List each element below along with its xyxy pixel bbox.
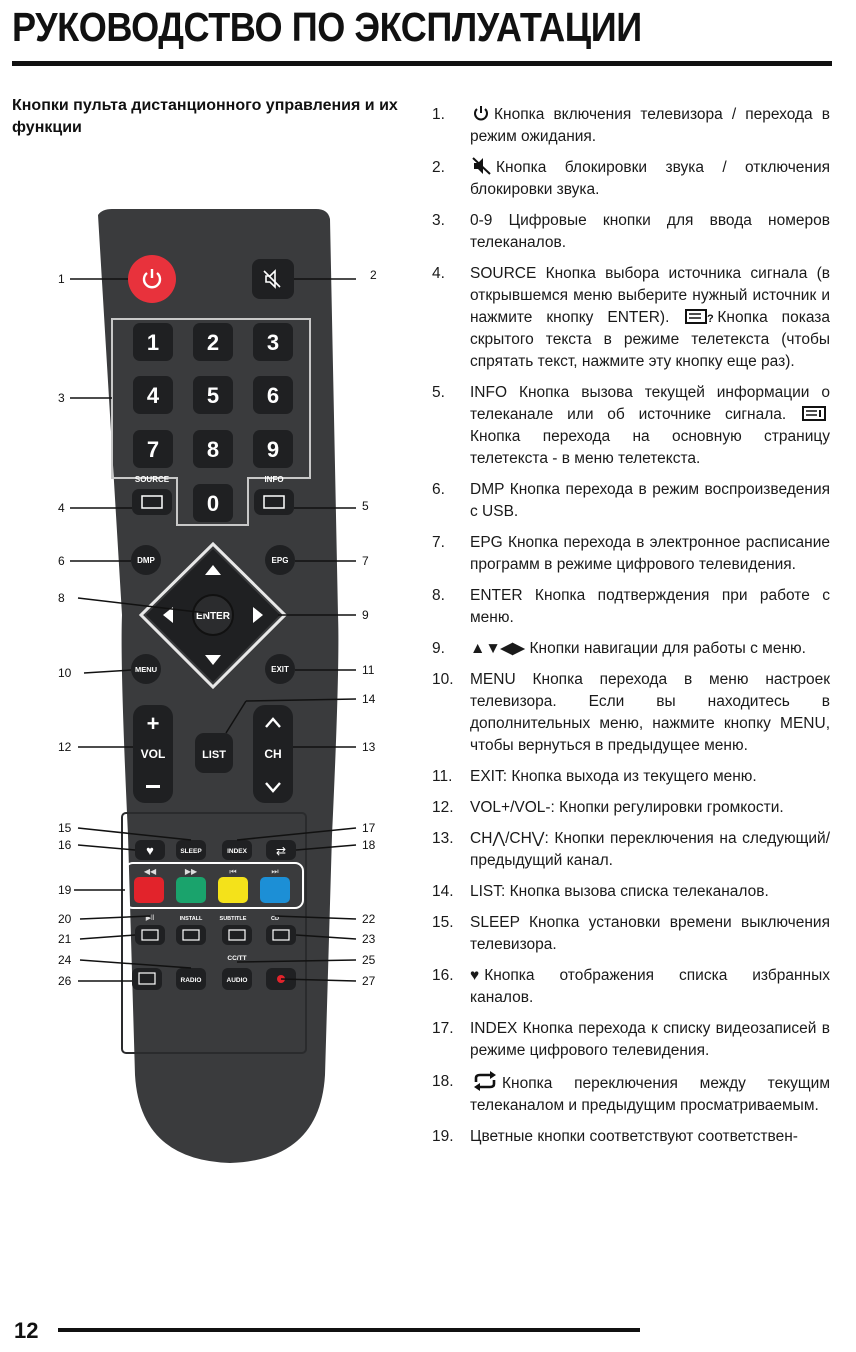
teletext-index-icon — [802, 406, 826, 422]
section-heading: Кнопки пульта дистанционного управления и их функции — [12, 97, 398, 136]
source-label: SOURCE — [134, 475, 170, 484]
digit-4[interactable]: 4 — [146, 383, 160, 408]
function-list — [430, 104, 830, 1157]
svg-text:5: 5 — [362, 499, 369, 513]
svg-text:◀◀: ◀◀ — [143, 867, 157, 876]
teletext-button-3 — [222, 925, 252, 945]
list-item: 1. Кнопка включения телевизора / перехода в режим ожидания. — [432, 106, 830, 145]
list-item: 7. EPG Кнопка перехода в электронное расписание программ в режиме цифрового телевидения. — [432, 534, 830, 573]
digit-2[interactable]: 2 — [206, 330, 220, 355]
svg-text:VOL: VOL — [140, 747, 166, 761]
digit-6[interactable]: 6 — [266, 383, 280, 408]
page-title: РУКОВОДСТВО ПО ЭКСПЛУАТАЦИИ — [12, 4, 642, 50]
green-button — [176, 877, 206, 903]
svg-text:2: 2 — [370, 268, 377, 282]
title-rule — [12, 61, 832, 66]
svg-text:27: 27 — [362, 974, 376, 988]
svg-text:25: 25 — [362, 953, 376, 967]
svg-text:13: 13 — [362, 740, 376, 754]
svg-text:14: 14 — [362, 692, 376, 706]
svg-text:CD: CD — [271, 916, 279, 922]
svg-text:CH: CH — [264, 747, 282, 761]
svg-text:RADIO: RADIO — [180, 977, 202, 984]
mute-icon — [472, 157, 492, 175]
svg-text:CC/TT: CC/TT — [227, 955, 247, 962]
svg-text:SLEEP: SLEEP — [180, 848, 202, 855]
svg-text:EPG: EPG — [271, 556, 289, 565]
footer-rule — [58, 1328, 640, 1332]
svg-text:INDEX: INDEX — [227, 848, 247, 855]
svg-text:INSTALL: INSTALL — [179, 916, 203, 922]
heart-icon: ♥ — [470, 967, 480, 984]
heart-icon: ♥ — [146, 843, 154, 858]
svg-text:⏭: ⏭ — [271, 867, 279, 876]
list-item: 6. DMP Кнопка перехода в режим воспроизведения с USB. — [432, 481, 830, 520]
list-item: 10. MENU Кнопка перехода в меню настроек телевизора. Если вы находитесь в дополнительных меню, нажмите кнопку MENU, чтобы вернуться в предыдущее меню. — [432, 671, 830, 754]
svg-text:⏮: ⏮ — [229, 867, 237, 876]
svg-text:19: 19 — [58, 883, 72, 897]
teletext-button-4 — [266, 925, 296, 945]
svg-text:9: 9 — [362, 608, 369, 622]
svg-text:8: 8 — [58, 591, 65, 605]
svg-text:24: 24 — [58, 953, 72, 967]
teletext-button-1 — [135, 925, 165, 945]
teletext-button-2 — [176, 925, 206, 945]
list-item: 2. Кнопка блокировки звука / отключения блокировки звука. — [432, 159, 830, 198]
digit-3[interactable]: 3 — [266, 330, 280, 355]
list-item: 17. INDEX Кнопка перехода к списку видеозаписей в режиме цифрового телевидения. — [432, 1020, 830, 1059]
svg-text:16: 16 — [58, 838, 72, 852]
svg-text:3: 3 — [58, 391, 65, 405]
list-item: 12. VOL+/VOL-: Кнопки регулировки громкости. — [432, 799, 784, 816]
teletext-button-5 — [132, 968, 162, 990]
svg-text:17: 17 — [362, 821, 376, 835]
recall-icon: ⇄ — [275, 844, 287, 858]
digit-7[interactable]: 7 — [146, 437, 160, 462]
svg-text:▶ll: ▶ll — [145, 915, 155, 922]
remote-control-illustration — [40, 195, 420, 1175]
digit-8[interactable]: 8 — [206, 437, 220, 462]
svg-text:12: 12 — [58, 740, 72, 754]
list-item: 18. Кнопка переключения между текущим телеканалом и предыдущим просматриваемым. — [432, 1073, 830, 1114]
power-icon — [472, 104, 490, 122]
svg-text:26: 26 — [58, 974, 72, 988]
source-button — [132, 489, 172, 515]
svg-text:18: 18 — [362, 838, 376, 852]
digit-5[interactable]: 5 — [206, 383, 220, 408]
svg-text:DMP: DMP — [137, 556, 155, 565]
svg-text:▶▶: ▶▶ — [184, 867, 198, 876]
svg-text:?: ? — [707, 313, 715, 325]
reveal-icon — [685, 309, 713, 325]
svg-text:SUBTITLE: SUBTITLE — [219, 916, 247, 922]
list-item: 5. INFO Кнопка вызова текущей информации о телеканале или об источнике сигнала. Кнопка перехода на основную страницу телетекста - в меню телетекста. — [432, 384, 830, 467]
list-item: 11. EXIT: Кнопка выхода из текущего меню. — [432, 768, 757, 785]
list-item: 4. SOURCE Кнопка выбора источника сигнала (в открывшемся меню выберите нужный источник и нажмите кнопку ENTER). ? Кнопка показа скрытого текста в режиме телетекста (чтобы спрятать текст, нажмите эту кнопку еще раз). — [432, 265, 830, 370]
digit-1[interactable]: 1 — [146, 330, 160, 355]
power-button — [128, 255, 176, 303]
svg-text:23: 23 — [362, 932, 376, 946]
svg-text:15: 15 — [58, 821, 72, 835]
digit-9[interactable]: 9 — [266, 437, 280, 462]
list-item: 16. ♥ Кнопка отображения списка избранных каналов. — [432, 967, 830, 1006]
svg-text:6: 6 — [58, 554, 65, 568]
svg-text:EXIT: EXIT — [271, 665, 289, 674]
list-item: 9. ▲▼◀▶ Кнопки навигации для работы с меню. — [430, 638, 830, 660]
svg-text:11: 11 — [362, 663, 375, 677]
svg-text:20: 20 — [58, 912, 72, 926]
svg-text:1: 1 — [58, 272, 65, 286]
svg-text:ENTER: ENTER — [196, 611, 230, 622]
svg-text:10: 10 — [58, 666, 72, 680]
recall-icon — [472, 1071, 498, 1091]
svg-text:AUDIO: AUDIO — [226, 977, 248, 984]
svg-text:LIST: LIST — [202, 749, 226, 761]
info-label: INFO — [264, 475, 284, 484]
page-number: 12 — [14, 1318, 39, 1343]
svg-text:MENU: MENU — [134, 665, 158, 674]
list-item: 19. Цветные кнопки соответствуют соответствен- — [432, 1128, 798, 1145]
list-item: 14. LIST: Кнопка вызова списка телеканалов. — [432, 883, 769, 900]
svg-text:+: + — [146, 711, 160, 736]
digit-0[interactable]: 0 — [206, 491, 220, 516]
svg-text:7: 7 — [362, 554, 369, 568]
list-item: 15. SLEEP Кнопка установки времени выключения телевизора. — [432, 914, 830, 953]
navigation-arrows-icon: ▲▼◀▶ — [470, 640, 525, 657]
svg-text:4: 4 — [58, 501, 65, 515]
yellow-button — [218, 877, 248, 903]
red-button — [134, 877, 164, 903]
info-button — [254, 489, 294, 515]
list-item: 3. 0-9 Цифровые кнопки для ввода номеров телеканалов. — [432, 212, 830, 251]
svg-text:21: 21 — [58, 932, 72, 946]
blue-button — [260, 877, 290, 903]
svg-text:22: 22 — [362, 912, 376, 926]
list-item: 13. CH⋀/CH⋁: Кнопки переключения на следующий/предыдущий канал. — [432, 830, 830, 869]
list-item: 8. ENTER Кнопка подтверждения при работе с меню. — [432, 587, 830, 626]
